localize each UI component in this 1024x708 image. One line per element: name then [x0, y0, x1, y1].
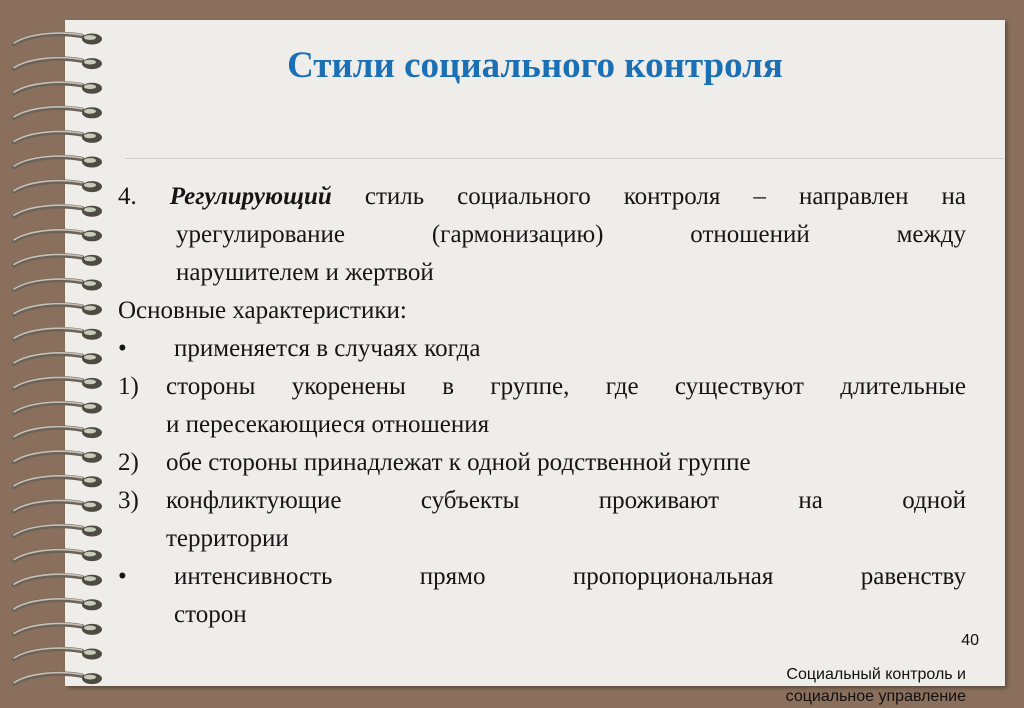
- list-item-line: и пересекающиеся отношения: [166, 411, 490, 438]
- list-item-line: территории: [166, 525, 289, 552]
- bullet-mark: •: [118, 335, 127, 362]
- footer-caption: [786, 664, 966, 708]
- list-item-text: применяется в случаях когда: [174, 335, 481, 362]
- intro-paragraph: [118, 178, 966, 292]
- list-item-text: обе стороны принадлежат к одной родственной группе: [166, 449, 751, 476]
- divider-line: [125, 158, 1005, 159]
- footer-line: Социальный контроль и: [786, 666, 966, 683]
- list-item-line: сторон: [174, 601, 247, 628]
- list-item-line: конфликтующие субъекты проживают на одной: [166, 487, 966, 514]
- intro-line-2: урегулирование (гармонизацию) отношений между: [176, 221, 966, 248]
- intro-number: 4.: [118, 183, 137, 210]
- list-item: [118, 482, 966, 558]
- list-item: [118, 444, 966, 482]
- list-item-line: стороны укоренены в группе, где существуют длительные: [166, 373, 966, 400]
- intro-continuation: [118, 216, 966, 292]
- list-item-line: интенсивность прямо пропорциональная равенству: [174, 563, 966, 590]
- characteristics-heading: Основные характеристики:: [118, 297, 407, 324]
- spiral-binding-icon: [0, 0, 120, 708]
- list-item-text: [166, 368, 966, 444]
- item-number: 1): [118, 373, 139, 400]
- list-item: [118, 558, 966, 634]
- list-item: [118, 368, 966, 444]
- bullet-mark: •: [118, 563, 127, 590]
- list-item-text: [174, 558, 966, 634]
- item-number: 2): [118, 449, 139, 476]
- footer-line: социальное управление: [785, 688, 966, 705]
- list-item: [118, 330, 966, 368]
- slide-body: [118, 178, 966, 634]
- page-number: 40: [961, 632, 979, 649]
- intro-line-1-rest: стиль социального контроля – направлен на: [364, 183, 967, 210]
- slide-title: Стили социального контроля: [287, 45, 783, 86]
- intro-line-3: нарушителем и жертвой: [176, 259, 434, 286]
- list-item-text: [166, 482, 966, 558]
- item-number: 3): [118, 487, 139, 514]
- style-term: Регулирующий: [169, 183, 332, 210]
- intro-line-1: [118, 178, 966, 216]
